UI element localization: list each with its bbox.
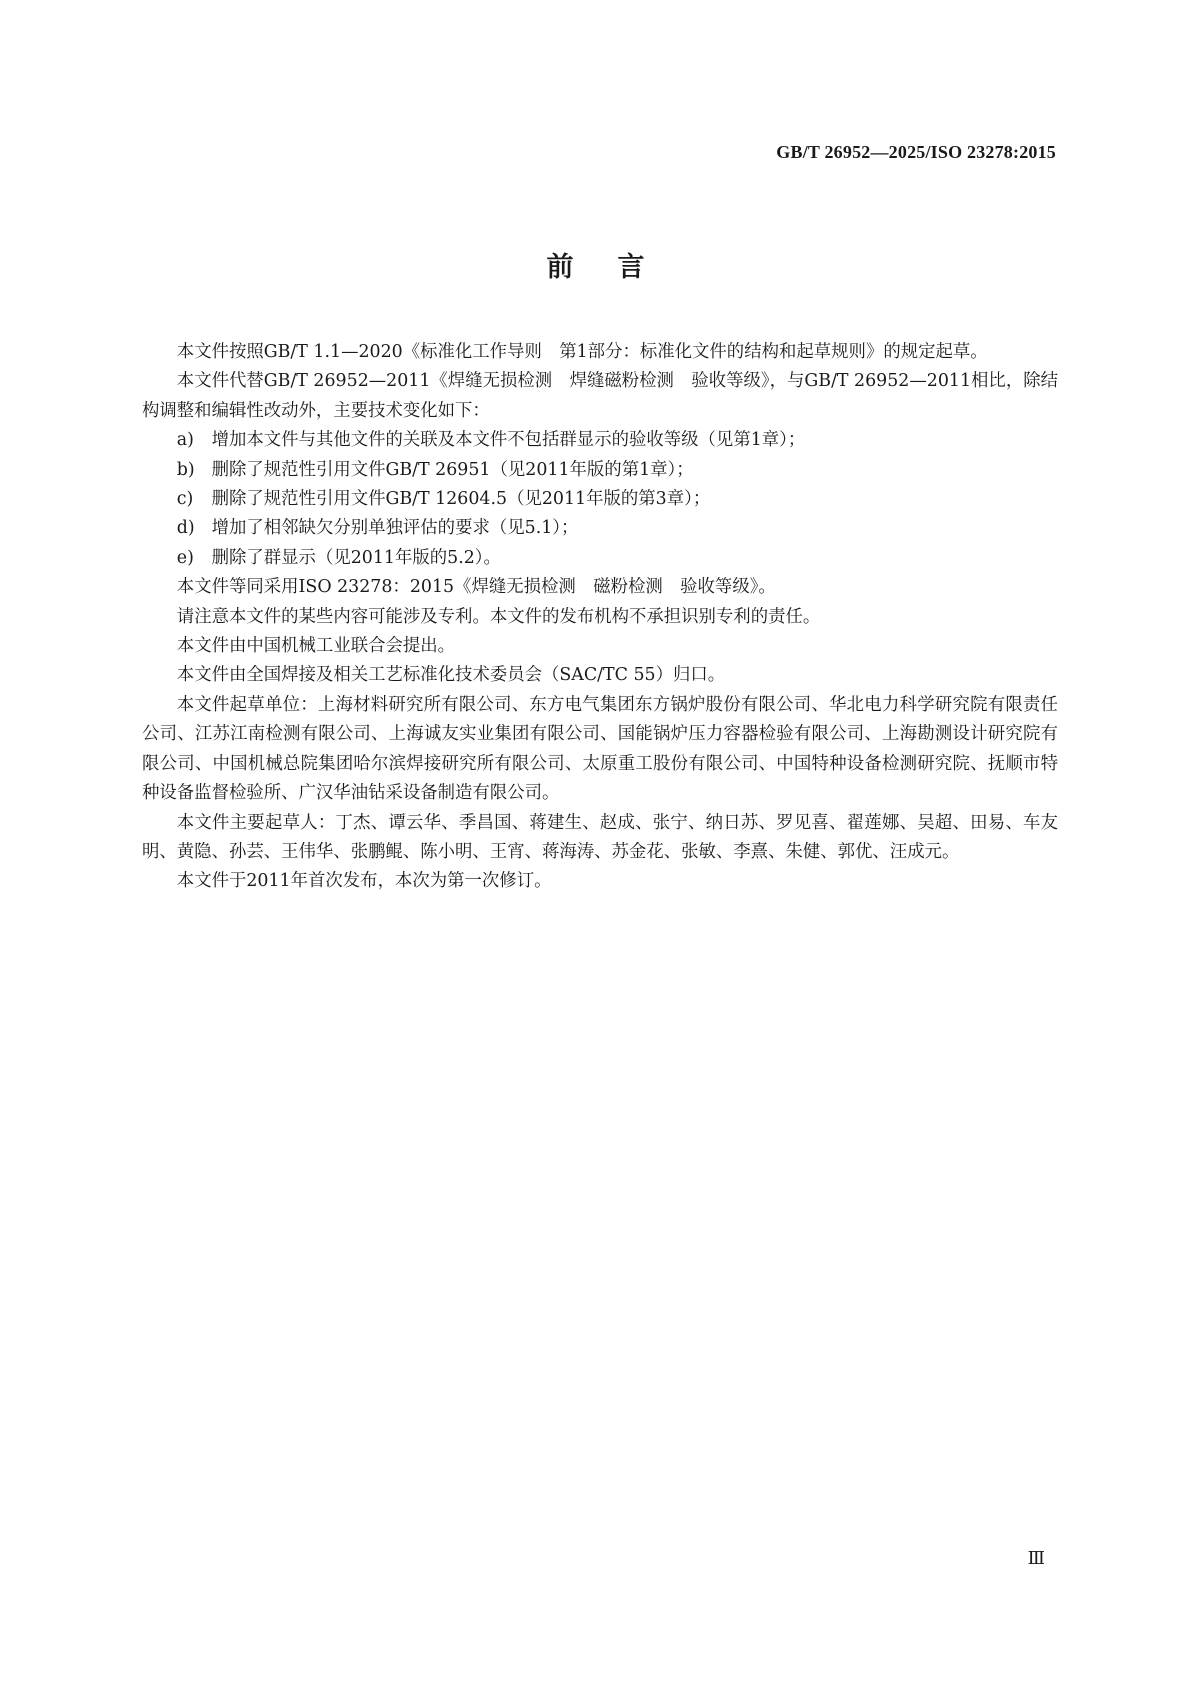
document-code: GB/T 26952—2025/ISO 23278:2015: [776, 142, 1056, 162]
paragraph-drafters: 本文件主要起草人：丁杰、谭云华、季昌国、蒋建生、赵成、张宁、纳日苏、罗见喜、翟莲娜、吴超、田易、车友明、黄隐、孙芸、王伟华、张鹏鲲、陈小明、王宵、蒋海涛、苏金花、张敏、李熹、朱健、郭优、汪成元。: [142, 812, 1058, 862]
list-item-text: 删除了规范性引用文件GB/T 12604.5（见2011年版的第3章）；: [211, 489, 711, 510]
list-item: [142, 514, 1058, 543]
paragraph-proposer: 本文件由中国机械工业联合会提出。: [176, 636, 456, 657]
page-number: Ⅲ: [1027, 1548, 1045, 1568]
list-item-mark: a): [176, 430, 194, 451]
list-item-mark: b): [176, 459, 195, 480]
paragraph-iso-adoption: 本文件等同采用ISO 23278：2015《焊缝无损检测 磁粉检测 验收等级》。: [176, 577, 776, 598]
list-item-text: 删除了群显示（见2011年版的5.2）。: [211, 547, 501, 568]
paragraph-publication-history: 本文件于2011年首次发布，本次为第一次修订。: [176, 871, 552, 892]
paragraph-committee: 本文件由全国焊接及相关工艺标准化技术委员会（SAC/TC 55）归口。: [176, 665, 726, 686]
list-item-text: 增加本文件与其他文件的关联及本文件不包括群显示的验收等级（见第1章）；: [211, 430, 806, 451]
paragraph-replacement: 本文件代替GB/T 26952—2011《焊缝无损检测 焊缝磁粉检测 验收等级》，与GB/T 26952—2011相比，除结构调整和编辑性改动外，主要技术变化如下：: [142, 371, 1058, 421]
list-item-text: 增加了相邻缺欠分别单独评估的要求（见5.1）；: [211, 518, 579, 539]
paragraph-drafting-rules: 本文件按照GB/T 1.1—2020《标准化工作导则 第1部分：标准化文件的结构和起草规则》的规定起草。: [176, 342, 988, 362]
technical-changes-list: [142, 426, 1058, 573]
foreword-body: [142, 338, 1058, 897]
list-item-text: 删除了规范性引用文件GB/T 26951（见2011年版的第1章）；: [211, 459, 694, 480]
list-item: [142, 544, 1058, 573]
paragraph-patent-notice: 请注意本文件的某些内容可能涉及专利。本文件的发布机构不承担识别专利的责任。: [176, 606, 821, 627]
list-item: [142, 485, 1058, 514]
list-item-mark: e): [176, 547, 194, 568]
list-item: [142, 456, 1058, 485]
paragraph-drafting-units: 本文件起草单位：上海材料研究所有限公司、东方电气集团东方锅炉股份有限公司、华北电力科学研究院有限责任公司、江苏江南检测有限公司、上海诚友实业集团有限公司、国能锅炉压力容器检验有限公司、上海勘测设计研究院有限公司、中国机械总院集团哈尔滨焊接研究所有限公司、太原重工股份有限公司、中国特种设备检测研究院、抚顺市特种设备监督检验所、广汉华油钻采设备制造有限公司。: [142, 694, 1058, 804]
list-item-mark: d): [176, 518, 195, 539]
list-item: [142, 426, 1058, 455]
page-title: 前言: [546, 252, 689, 283]
list-item-mark: c): [176, 489, 194, 510]
